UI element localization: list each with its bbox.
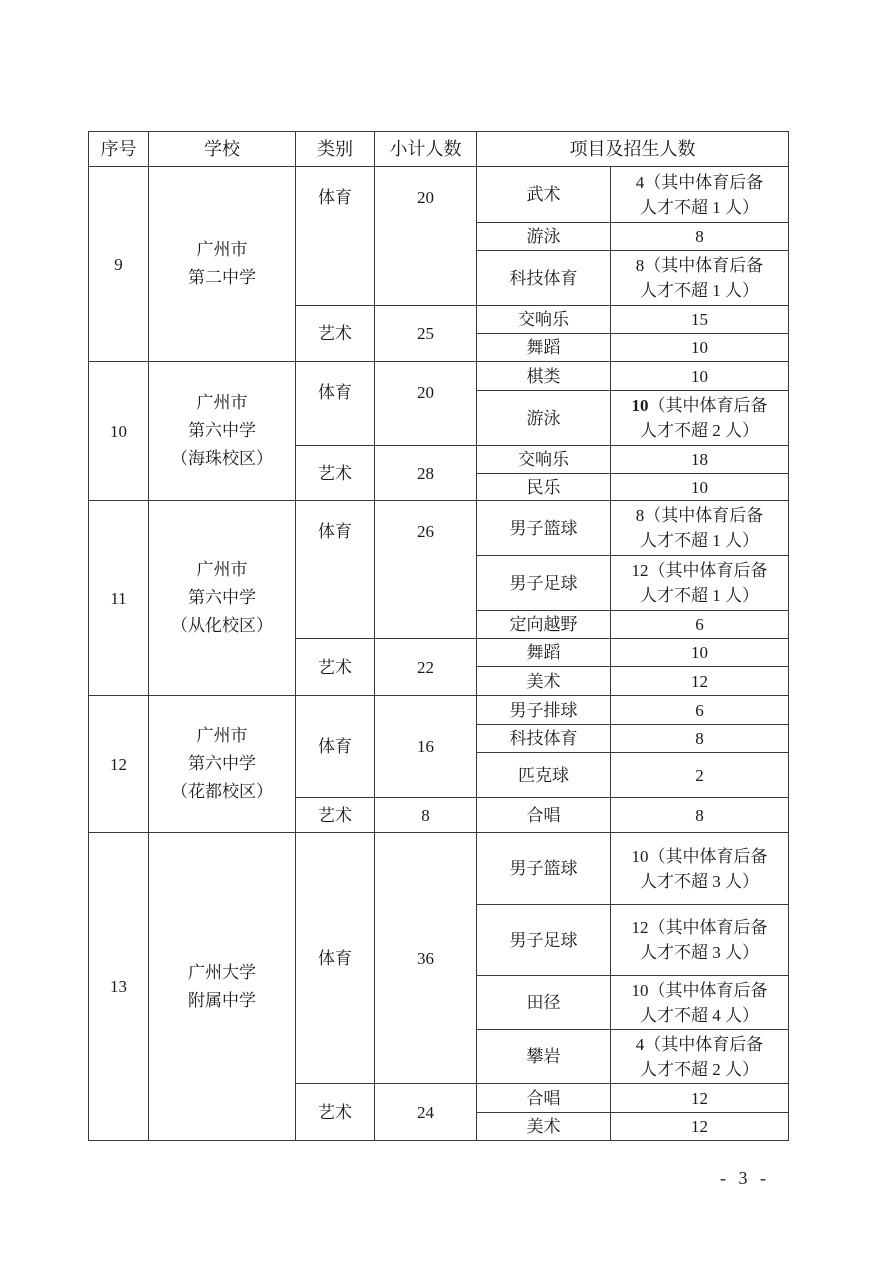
project-cell: 男子足球 — [477, 905, 611, 976]
school-name-line: （从化校区） — [171, 616, 273, 635]
project-cell: 交响乐 — [477, 306, 611, 334]
project-cell: 定向越野 — [477, 611, 611, 639]
project-cell: 科技体育 — [477, 725, 611, 753]
header-category: 类别 — [296, 132, 375, 167]
subtotal-cell: 25 — [375, 306, 477, 362]
subtotal-cell: 16 — [375, 696, 477, 798]
category-cell: 体育 — [296, 833, 375, 1084]
table-row — [89, 833, 789, 905]
school-name-line: 第六中学 — [188, 588, 256, 607]
count-cell: 10 — [611, 362, 789, 391]
project-cell: 美术 — [477, 667, 611, 696]
school-name-line: 附属中学 — [188, 990, 256, 1010]
count-cell: 4（其中体育后备 人才不超 2 人） — [611, 1030, 789, 1084]
category-cell: 体育 — [296, 362, 375, 446]
seq-cell: 9 — [89, 167, 149, 362]
subtotal-cell: 8 — [375, 798, 477, 833]
school-name-line: 广州市 — [196, 560, 248, 579]
count-cell: 8 — [611, 223, 789, 251]
project-cell: 棋类 — [477, 362, 611, 391]
school-cell — [149, 501, 296, 696]
seq-cell: 12 — [89, 696, 149, 833]
count-cell: 10 — [611, 474, 789, 501]
count-cell: 18 — [611, 446, 789, 474]
school-name-line: 广州市 — [196, 393, 248, 412]
count-cell: 6 — [611, 611, 789, 639]
school-name-line: 广州大学 — [188, 962, 256, 982]
project-cell: 舞蹈 — [477, 334, 611, 362]
count-cell: 15 — [611, 306, 789, 334]
school-name-line: 第六中学 — [188, 421, 256, 440]
table-row — [89, 167, 789, 223]
count-cell: 4（其中体育后备 人才不超 1 人） — [611, 167, 789, 223]
subtotal-cell: 22 — [375, 639, 477, 696]
project-cell: 男子排球 — [477, 696, 611, 725]
project-cell: 交响乐 — [477, 446, 611, 474]
category-cell: 体育 — [296, 501, 375, 639]
seq-cell: 10 — [89, 362, 149, 501]
count-cell: 12 — [611, 1113, 789, 1141]
project-cell: 合唱 — [477, 1084, 611, 1113]
school-name-line: 广州市 — [196, 240, 248, 259]
header-projects: 项目及招生人数 — [477, 132, 789, 167]
category-cell: 艺术 — [296, 446, 375, 501]
header-school: 学校 — [149, 132, 296, 167]
school-name-line: 广州市 — [196, 726, 248, 745]
project-cell: 合唱 — [477, 798, 611, 833]
count-cell: 10（其中体育后备 人才不超 4 人） — [611, 976, 789, 1030]
project-cell: 攀岩 — [477, 1030, 611, 1084]
project-cell: 民乐 — [477, 474, 611, 501]
count-cell: 6 — [611, 696, 789, 725]
category-cell: 体育 — [296, 696, 375, 798]
school-cell — [149, 696, 296, 833]
school-cell — [149, 833, 296, 1141]
subtotal-cell: 24 — [375, 1084, 477, 1141]
count-cell: 12 — [611, 667, 789, 696]
category-cell: 艺术 — [296, 1084, 375, 1141]
subtotal-cell: 26 — [375, 501, 477, 639]
header-subtotal: 小计人数 — [375, 132, 477, 167]
count-cell: 10 — [611, 639, 789, 667]
school-name-line: （花都校区） — [171, 782, 273, 801]
count-cell: 12 — [611, 1084, 789, 1113]
project-cell: 科技体育 — [477, 251, 611, 306]
subtotal-cell: 28 — [375, 446, 477, 501]
count-cell: 8（其中体育后备 人才不超 1 人） — [611, 501, 789, 556]
count-cell: 8 — [611, 798, 789, 833]
page-number: - 3 - — [720, 1168, 770, 1188]
project-cell: 田径 — [477, 976, 611, 1030]
header-row — [89, 132, 789, 167]
count-cell: 2 — [611, 753, 789, 798]
category-cell: 艺术 — [296, 639, 375, 696]
count-cell: 12（其中体育后备 人才不超 3 人） — [611, 905, 789, 976]
subtotal-cell: 20 — [375, 362, 477, 446]
school-name-line: （海珠校区） — [171, 449, 273, 468]
table-row — [89, 362, 789, 391]
project-cell: 游泳 — [477, 391, 611, 446]
project-cell: 美术 — [477, 1113, 611, 1141]
count-cell: 10 — [611, 334, 789, 362]
subtotal-cell: 20 — [375, 167, 477, 306]
project-cell: 男子足球 — [477, 556, 611, 611]
count-cell: 12（其中体育后备 人才不超 1 人） — [611, 556, 789, 611]
project-cell: 男子篮球 — [477, 833, 611, 905]
school-cell — [149, 167, 296, 362]
subtotal-cell: 36 — [375, 833, 477, 1084]
count-cell: 10（其中体育后备 人才不超 2 人） — [611, 391, 789, 446]
header-seq: 序号 — [89, 132, 149, 167]
project-cell: 武术 — [477, 167, 611, 223]
school-cell — [149, 362, 296, 501]
project-cell: 游泳 — [477, 223, 611, 251]
count-cell: 8（其中体育后备 人才不超 1 人） — [611, 251, 789, 306]
enrollment-table — [88, 131, 789, 1141]
project-cell: 男子篮球 — [477, 501, 611, 556]
table-row — [89, 696, 789, 725]
count-cell: 10（其中体育后备 人才不超 3 人） — [611, 833, 789, 905]
table-row — [89, 501, 789, 556]
project-cell: 匹克球 — [477, 753, 611, 798]
seq-cell: 13 — [89, 833, 149, 1141]
school-name-line: 第六中学 — [188, 754, 256, 773]
school-name-line: 第二中学 — [188, 268, 256, 287]
category-cell: 体育 — [296, 167, 375, 306]
count-cell: 8 — [611, 725, 789, 753]
seq-cell: 11 — [89, 501, 149, 696]
project-cell: 舞蹈 — [477, 639, 611, 667]
category-cell: 艺术 — [296, 306, 375, 362]
category-cell: 艺术 — [296, 798, 375, 833]
